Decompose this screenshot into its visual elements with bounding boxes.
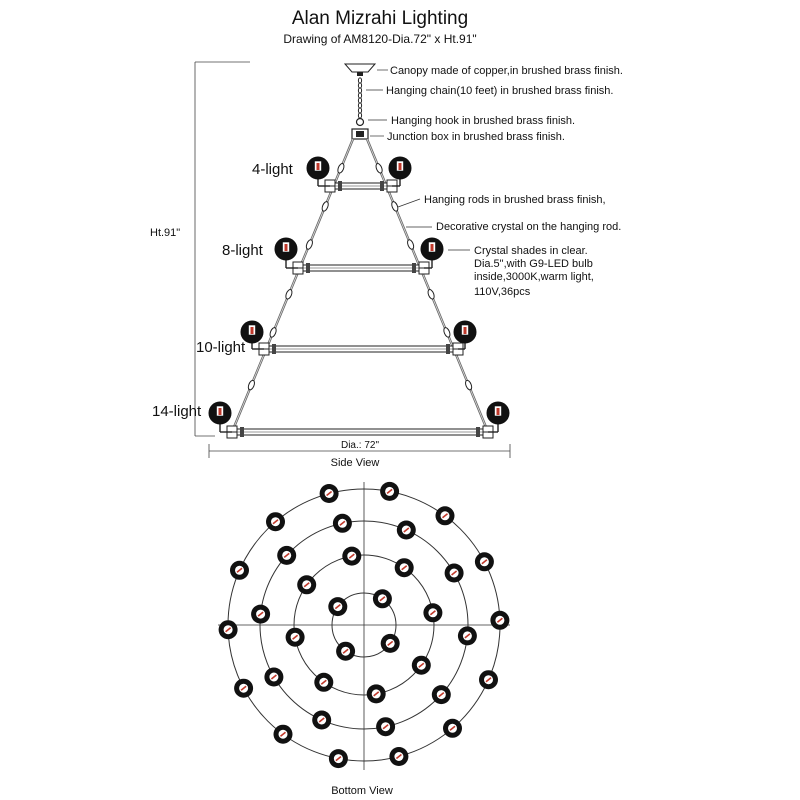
bottom-shade xyxy=(395,558,414,577)
bottom-shade xyxy=(286,628,305,647)
tier-label-14: 14-light xyxy=(152,403,202,420)
bottom-shade xyxy=(297,575,316,594)
decorative-crystal xyxy=(391,201,400,212)
bottom-shade xyxy=(381,634,400,653)
tier-bars xyxy=(227,180,493,438)
tier-label-8: 8-light xyxy=(222,242,263,259)
decorative-crystal xyxy=(321,201,330,212)
callout-hook: Hanging hook in brushed brass finish. xyxy=(391,115,576,127)
bottom-shade xyxy=(432,685,451,704)
tier-bar xyxy=(259,343,463,355)
bottom-view-axes xyxy=(218,482,510,770)
chain-link xyxy=(358,113,361,118)
chain-link xyxy=(358,108,361,113)
decorative-crystal xyxy=(269,327,278,338)
callout-rods: Hanging rods in brushed brass finish, xyxy=(424,194,606,206)
decorative-crystal xyxy=(427,289,436,300)
hanging-hook xyxy=(357,119,364,126)
tier-label-10: 10-light xyxy=(196,339,246,356)
chain-link xyxy=(358,78,361,83)
decorative-crystal xyxy=(285,289,294,300)
tier-bar xyxy=(227,426,493,438)
bottom-shade xyxy=(314,673,333,692)
bottom-shade xyxy=(397,521,416,540)
chain-link xyxy=(358,93,361,98)
bottom-shade xyxy=(458,626,477,645)
bottom-shade xyxy=(376,717,395,736)
callout-junction: Junction box in brushed brass finish. xyxy=(387,131,565,143)
bottom-shade xyxy=(312,711,331,730)
decorative-crystal xyxy=(375,163,384,174)
decorative-crystal xyxy=(247,379,256,390)
bottom-shade xyxy=(234,679,253,698)
page-subtitle: Drawing of AM8120-Dia.72" x Ht.91" xyxy=(283,32,477,46)
bottom-shade xyxy=(373,589,392,608)
decorative-crystal xyxy=(305,239,314,250)
bottom-shade xyxy=(475,552,494,571)
callout-shades-line-3: inside,3000K,warm light, xyxy=(474,271,594,283)
callout-shades-line-2: Dia.5",with G9-LED bulb xyxy=(474,258,593,270)
bottom-shade xyxy=(412,656,431,675)
bottom-shade xyxy=(367,684,386,703)
bottom-shade xyxy=(274,725,293,744)
chain-link xyxy=(358,103,361,108)
chain-link xyxy=(358,83,361,88)
tier-bar xyxy=(293,262,429,274)
callout-chain: Hanging chain(10 feet) in brushed brass finish. xyxy=(386,85,614,97)
bottom-shade xyxy=(336,642,355,661)
bottom-shade xyxy=(277,546,296,565)
bottom-view xyxy=(218,482,510,770)
bottom-shade xyxy=(436,506,455,525)
bottom-shade xyxy=(423,603,442,622)
chain-link xyxy=(358,98,361,103)
bottom-shade xyxy=(490,611,509,630)
bottom-shade xyxy=(328,597,347,616)
bottom-view-caption: Bottom View xyxy=(331,785,393,797)
bottom-shade xyxy=(329,749,348,768)
bottom-shade xyxy=(266,512,285,531)
decorative-crystal xyxy=(464,379,473,390)
bottom-shade xyxy=(219,620,238,639)
callout-shades-line-4: 110V,36pcs xyxy=(474,286,531,298)
bottom-shade xyxy=(443,719,462,738)
junction-box xyxy=(352,129,368,139)
callout-crystal: Decorative crystal on the hanging rod. xyxy=(436,221,622,233)
side-view-caption: Side View xyxy=(330,457,380,469)
bottom-shade xyxy=(264,668,283,687)
diameter-label: Dia.: 72" xyxy=(340,440,380,451)
bottom-shade xyxy=(380,482,399,501)
bottom-shade xyxy=(479,670,498,689)
bottom-shade xyxy=(342,547,361,566)
bottom-shade xyxy=(389,747,408,766)
decorative-crystal xyxy=(337,163,346,174)
chain-link xyxy=(358,88,361,93)
tier-label-4: 4-light xyxy=(252,161,293,178)
canopy xyxy=(345,64,375,76)
height-label: Ht.91" xyxy=(150,227,181,239)
callout-shades-line-1: Crystal shades in clear. xyxy=(474,245,588,257)
page-title: Alan Mizrahi Lighting xyxy=(291,8,469,29)
bottom-shade xyxy=(320,484,339,503)
bottom-shade xyxy=(251,605,270,624)
callout-canopy: Canopy made of copper,in brushed brass finish. xyxy=(390,65,623,77)
bottom-shade xyxy=(333,514,352,533)
bottom-shade xyxy=(230,561,249,580)
decorative-crystal xyxy=(406,239,415,250)
hanging-chain xyxy=(358,78,361,118)
bottom-shade xyxy=(445,564,464,583)
decorative-crystal xyxy=(443,327,452,338)
